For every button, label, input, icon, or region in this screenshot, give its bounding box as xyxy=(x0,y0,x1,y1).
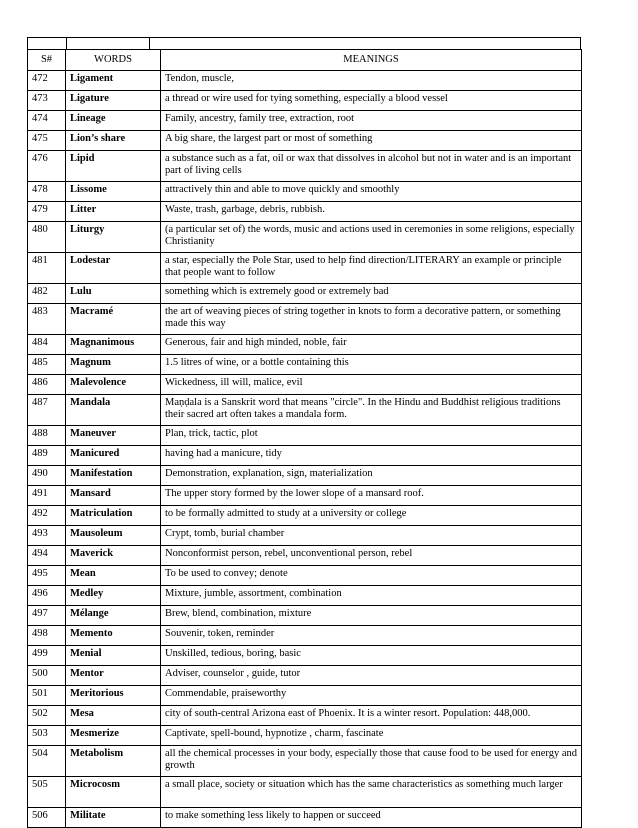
row-number: 503 xyxy=(28,726,66,746)
row-word: Magnum xyxy=(66,355,161,375)
row-meaning: Waste, trash, garbage, debris, rubbish. xyxy=(161,202,582,222)
row-number: 483 xyxy=(28,304,66,335)
row-meaning: Mixture, jumble, assortment, combination xyxy=(161,586,582,606)
row-word: Magnanimous xyxy=(66,335,161,355)
row-meaning: something which is extremely good or extremely bad xyxy=(161,284,582,304)
table-row xyxy=(28,606,582,626)
table-row xyxy=(28,284,582,304)
table-row xyxy=(28,506,582,526)
row-number: 495 xyxy=(28,566,66,586)
row-meaning: To be used to convey; denote xyxy=(161,566,582,586)
table-row xyxy=(28,486,582,506)
table-row xyxy=(28,626,582,646)
row-word: Menial xyxy=(66,646,161,666)
row-number: 486 xyxy=(28,375,66,395)
row-word: Metabolism xyxy=(66,746,161,777)
row-word: Mesmerize xyxy=(66,726,161,746)
row-word: Malevolence xyxy=(66,375,161,395)
row-number: 497 xyxy=(28,606,66,626)
row-meaning: Wickedness, ill will, malice, evil xyxy=(161,375,582,395)
row-number: 501 xyxy=(28,686,66,706)
row-word: Lulu xyxy=(66,284,161,304)
row-word: Medley xyxy=(66,586,161,606)
row-word: Mean xyxy=(66,566,161,586)
row-number: 499 xyxy=(28,646,66,666)
row-number: 474 xyxy=(28,111,66,131)
row-number: 475 xyxy=(28,131,66,151)
row-meaning: a star, especially the Pole Star, used to help find direction/LITERARY an example or principle that people want to follow xyxy=(161,253,582,284)
row-meaning: Demonstration, explanation, sign, materialization xyxy=(161,466,582,486)
table-row xyxy=(28,395,582,426)
row-number: 493 xyxy=(28,526,66,546)
row-meaning: Crypt, tomb, burial chamber xyxy=(161,526,582,546)
row-word: Ligature xyxy=(66,91,161,111)
row-meaning: Maṇḍala is a Sanskrit word that means "circle". In the Hindu and Buddhist religious traditions their sacred art often takes a mandala form. xyxy=(161,395,582,426)
vocabulary-document xyxy=(27,37,581,828)
table-row xyxy=(28,182,582,202)
table-row xyxy=(28,646,582,666)
row-word: Liturgy xyxy=(66,222,161,253)
table-row xyxy=(28,466,582,486)
table-row xyxy=(28,71,582,91)
table-top-strip xyxy=(27,37,581,49)
row-meaning: Commendable, praiseworthy xyxy=(161,686,582,706)
row-meaning: Nonconformist person, rebel, unconventional person, rebel xyxy=(161,546,582,566)
row-number: 472 xyxy=(28,71,66,91)
table-row xyxy=(28,355,582,375)
row-word: Manicured xyxy=(66,446,161,466)
row-word: Mandala xyxy=(66,395,161,426)
row-number: 479 xyxy=(28,202,66,222)
table-row xyxy=(28,202,582,222)
row-meaning: 1.5 litres of wine, or a bottle containing this xyxy=(161,355,582,375)
row-word: Lion’s share xyxy=(66,131,161,151)
row-number: 506 xyxy=(28,808,66,828)
row-number: 491 xyxy=(28,486,66,506)
table-row xyxy=(28,746,582,777)
table-row xyxy=(28,586,582,606)
table-row xyxy=(28,253,582,284)
row-number: 476 xyxy=(28,151,66,182)
row-number: 484 xyxy=(28,335,66,355)
row-word: Militate xyxy=(66,808,161,828)
row-word: Microcosm xyxy=(66,777,161,808)
row-meaning: to make something less likely to happen or succeed xyxy=(161,808,582,828)
row-meaning: Plan, trick, tactic, plot xyxy=(161,426,582,446)
row-meaning: A big share, the largest part or most of something xyxy=(161,131,582,151)
row-word: Maneuver xyxy=(66,426,161,446)
header-meanings: MEANINGS xyxy=(161,50,582,71)
row-meaning: Family, ancestry, family tree, extraction, root xyxy=(161,111,582,131)
row-word: Litter xyxy=(66,202,161,222)
row-meaning: city of south-central Arizona east of Phoenix. It is a winter resort. Population: 448,000. xyxy=(161,706,582,726)
row-number: 490 xyxy=(28,466,66,486)
table-row xyxy=(28,808,582,828)
row-number: 473 xyxy=(28,91,66,111)
table-row xyxy=(28,726,582,746)
row-meaning: having had a manicure, tidy xyxy=(161,446,582,466)
row-number: 498 xyxy=(28,626,66,646)
row-meaning: Generous, fair and high minded, noble, fair xyxy=(161,335,582,355)
row-meaning: (a particular set of) the words, music and actions used in ceremonies in some religions, especially Christianity xyxy=(161,222,582,253)
row-number: 505 xyxy=(28,777,66,808)
row-number: 492 xyxy=(28,506,66,526)
row-number: 478 xyxy=(28,182,66,202)
vocabulary-table xyxy=(27,49,582,828)
table-header-row xyxy=(28,50,582,71)
table-row xyxy=(28,111,582,131)
table-row xyxy=(28,131,582,151)
table-row xyxy=(28,335,582,355)
row-word: Mausoleum xyxy=(66,526,161,546)
row-word: Memento xyxy=(66,626,161,646)
row-word: Mélange xyxy=(66,606,161,626)
row-meaning: Souvenir, token, reminder xyxy=(161,626,582,646)
row-number: 480 xyxy=(28,222,66,253)
table-row xyxy=(28,686,582,706)
row-word: Macramé xyxy=(66,304,161,335)
row-meaning: a substance such as a fat, oil or wax that dissolves in alcohol but not in water and is an important part of living cells xyxy=(161,151,582,182)
table-row xyxy=(28,777,582,808)
row-number: 481 xyxy=(28,253,66,284)
row-word: Mansard xyxy=(66,486,161,506)
row-number: 489 xyxy=(28,446,66,466)
row-number: 482 xyxy=(28,284,66,304)
row-word: Maverick xyxy=(66,546,161,566)
header-words: WORDS xyxy=(66,50,161,71)
row-word: Manifestation xyxy=(66,466,161,486)
row-meaning: the art of weaving pieces of string together in knots to form a decorative pattern, or something made this way xyxy=(161,304,582,335)
table-row xyxy=(28,526,582,546)
row-meaning: a small place, society or situation which has the same characteristics as something much larger xyxy=(161,777,582,808)
table-row xyxy=(28,546,582,566)
row-number: 487 xyxy=(28,395,66,426)
row-meaning: attractively thin and able to move quickly and smoothly xyxy=(161,182,582,202)
table-row xyxy=(28,706,582,726)
row-word: Lissome xyxy=(66,182,161,202)
row-word: Matriculation xyxy=(66,506,161,526)
row-number: 496 xyxy=(28,586,66,606)
row-meaning: Adviser, counselor , guide, tutor xyxy=(161,666,582,686)
header-sn: S# xyxy=(28,50,66,71)
row-number: 485 xyxy=(28,355,66,375)
row-meaning: Tendon, muscle, xyxy=(161,71,582,91)
row-meaning: Captivate, spell-bound, hypnotize , charm, fascinate xyxy=(161,726,582,746)
table-row xyxy=(28,446,582,466)
row-word: Mesa xyxy=(66,706,161,726)
row-word: Lodestar xyxy=(66,253,161,284)
table-row xyxy=(28,151,582,182)
table-body xyxy=(28,71,582,828)
row-word: Lineage xyxy=(66,111,161,131)
row-meaning: to be formally admitted to study at a university or college xyxy=(161,506,582,526)
table-row xyxy=(28,375,582,395)
table-row xyxy=(28,91,582,111)
row-word: Meritorious xyxy=(66,686,161,706)
table-row xyxy=(28,222,582,253)
table-row xyxy=(28,426,582,446)
row-number: 500 xyxy=(28,666,66,686)
row-word: Lipid xyxy=(66,151,161,182)
row-meaning: Brew, blend, combination, mixture xyxy=(161,606,582,626)
row-number: 488 xyxy=(28,426,66,446)
table-row xyxy=(28,566,582,586)
row-meaning: all the chemical processes in your body, especially those that cause food to be used for energy and growth xyxy=(161,746,582,777)
row-number: 504 xyxy=(28,746,66,777)
row-meaning: The upper story formed by the lower slope of a mansard roof. xyxy=(161,486,582,506)
table-row xyxy=(28,304,582,335)
row-meaning: a thread or wire used for tying something, especially a blood vessel xyxy=(161,91,582,111)
row-meaning: Unskilled, tedious, boring, basic xyxy=(161,646,582,666)
table-row xyxy=(28,666,582,686)
row-word: Ligament xyxy=(66,71,161,91)
row-number: 502 xyxy=(28,706,66,726)
row-number: 494 xyxy=(28,546,66,566)
row-word: Mentor xyxy=(66,666,161,686)
